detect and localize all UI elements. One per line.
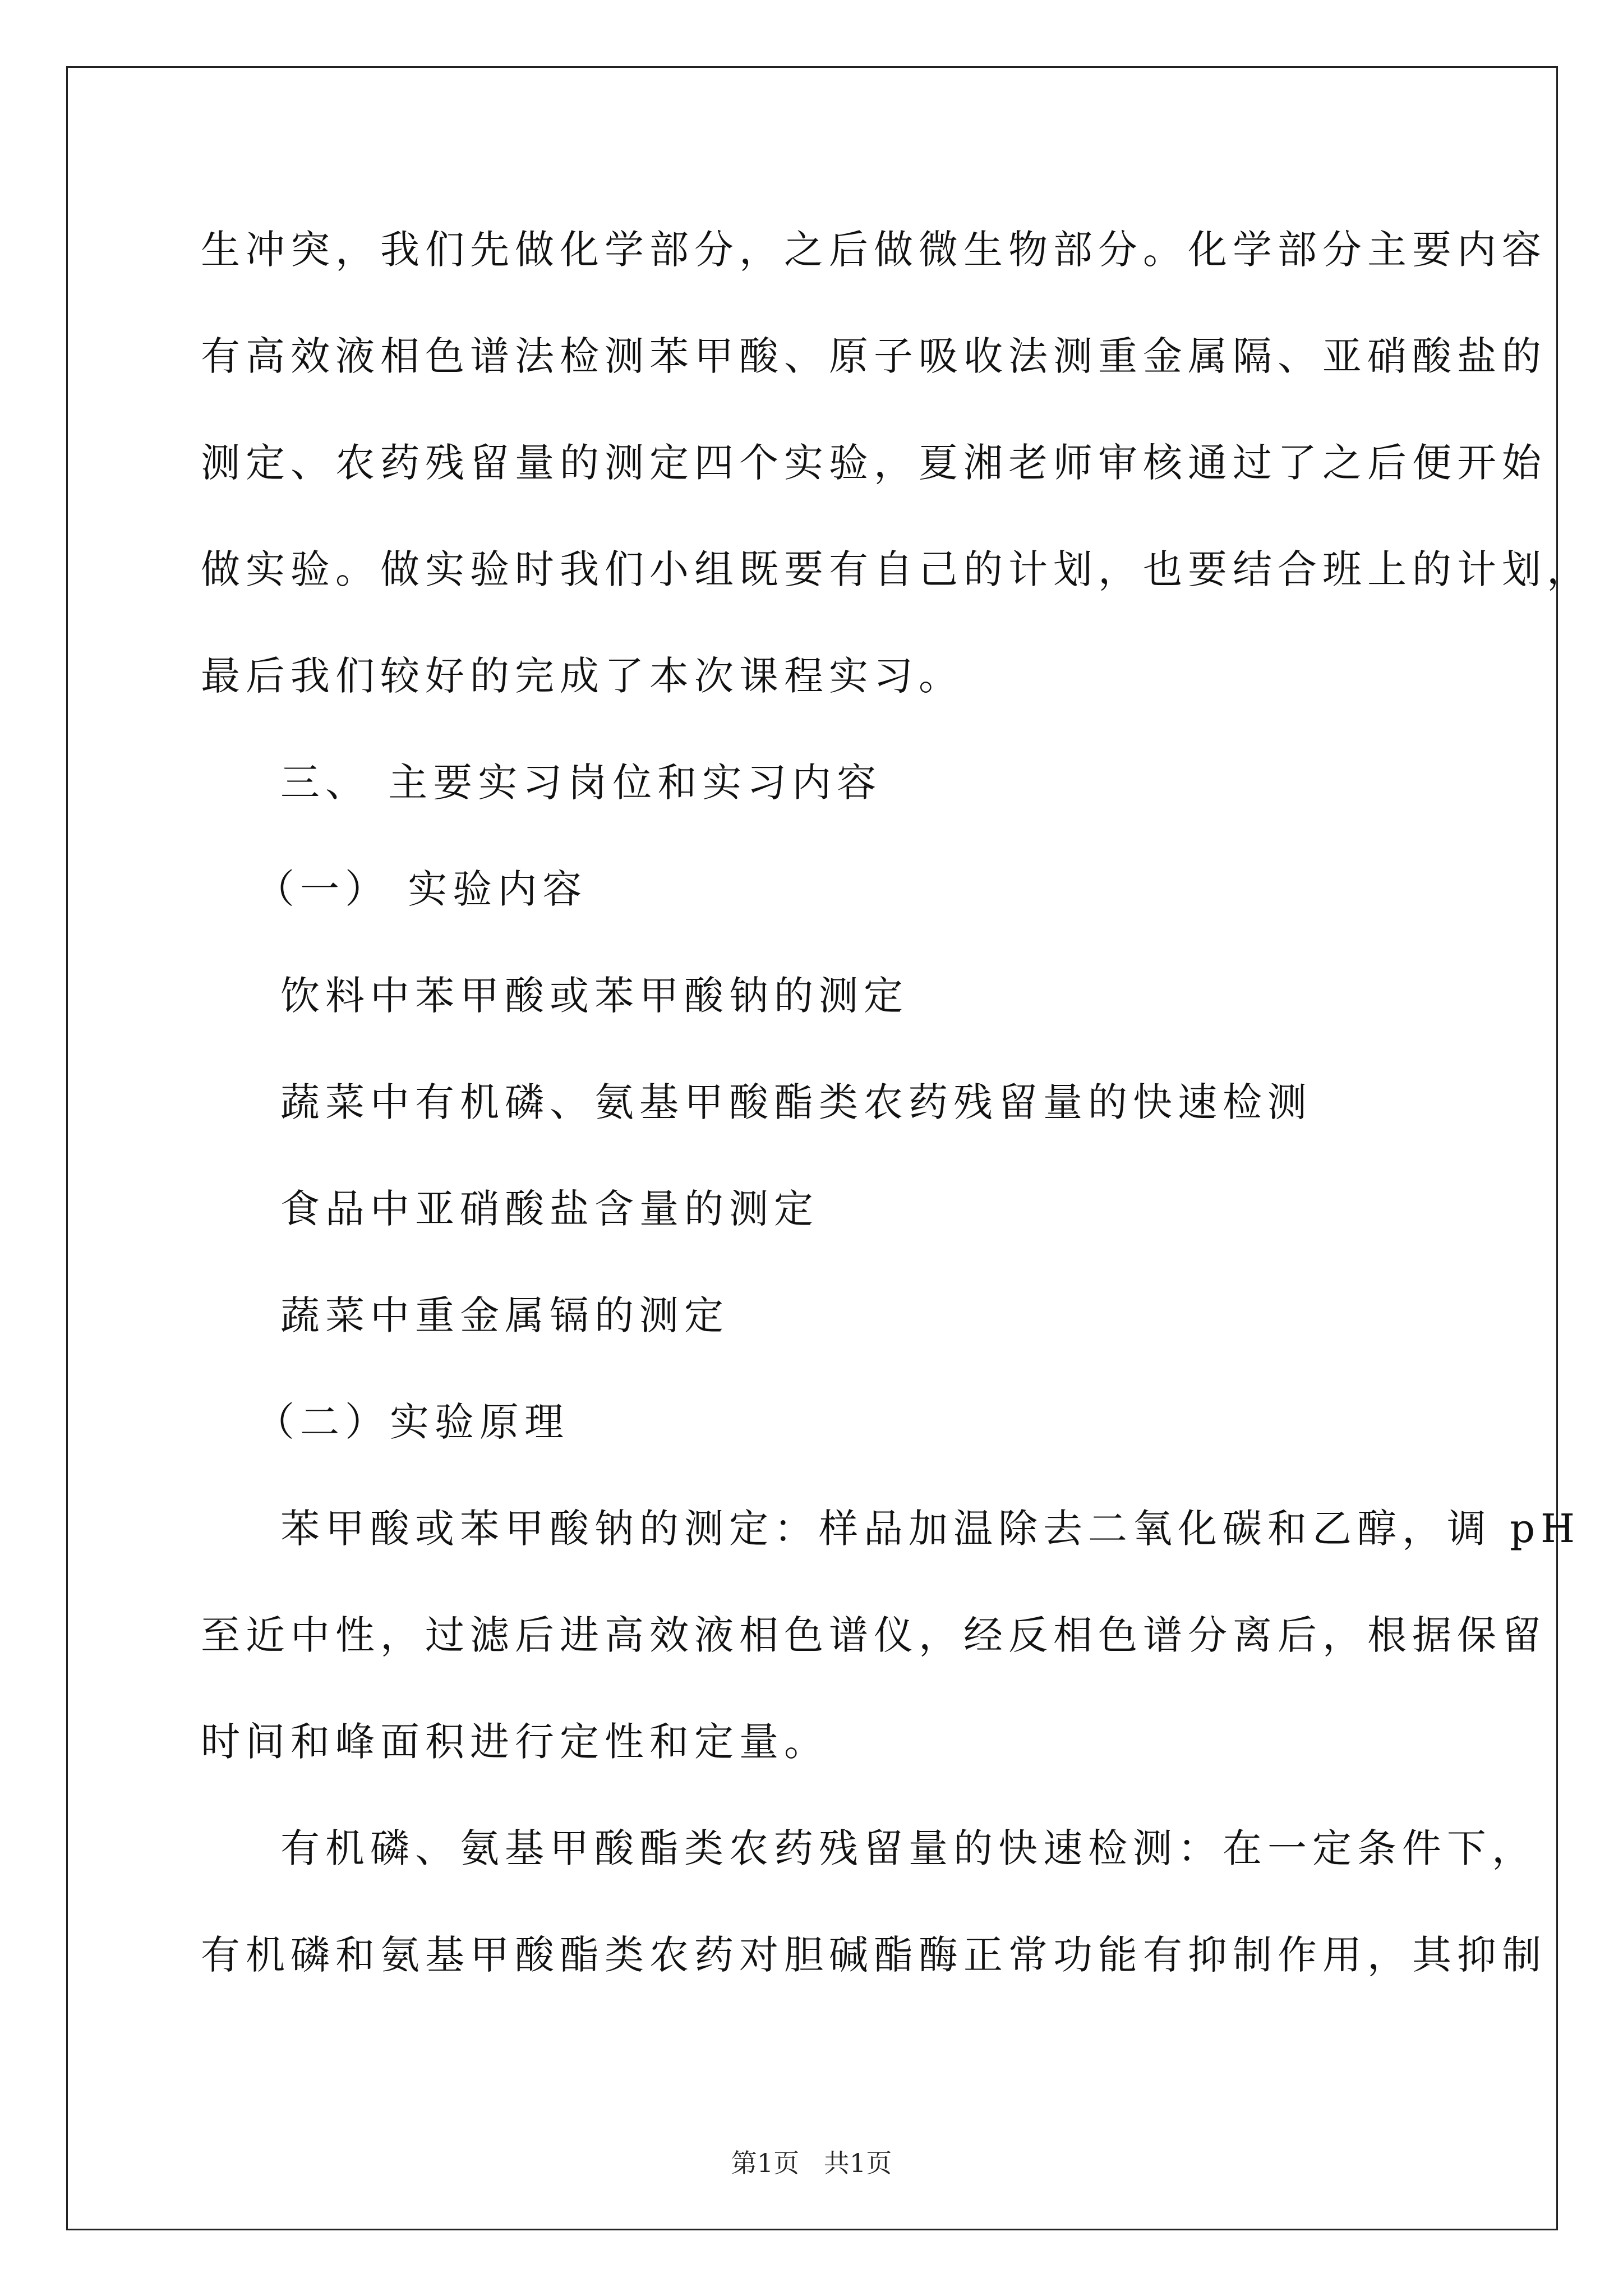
list-item: 饮料中苯甲酸或苯甲酸钠的测定 [280, 973, 909, 1019]
section-heading: 三、 主要实习岗位和实习内容 [280, 760, 882, 806]
paragraph-line: 有机磷和氨基甲酸酯类农药对胆碱酯酶正常功能有抑制作用，其抑制 [201, 1932, 1547, 1978]
paragraph-line: 时间和峰面积进行定性和定量。 [201, 1719, 829, 1765]
subsection-heading: （一） 实验内容 [255, 866, 588, 912]
paragraph-line: 苯甲酸或苯甲酸钠的测定：样品加温除去二氧化碳和乙醇，调 pH [280, 1506, 1581, 1552]
page-footer: 第1页 共1页 [731, 2148, 892, 2178]
paragraph-line: 有高效液相色谱法检测苯甲酸、原子吸收法测重金属隔、亚硝酸盐的 [201, 333, 1547, 379]
list-item: 蔬菜中重金属镉的测定 [280, 1292, 729, 1338]
paragraph-line: 做实验。做实验时我们小组既要有自己的计划，也要结合班上的计划， [201, 546, 1592, 592]
paragraph-line: 最后我们较好的完成了本次课程实习。 [201, 653, 963, 699]
paragraph-line: 至近中性，过滤后进高效液相色谱仪，经反相色谱分离后，根据保留 [201, 1612, 1547, 1658]
paragraph-line: 测定、农药残留量的测定四个实验，夏湘老师审核通过了之后便开始 [201, 440, 1547, 486]
paragraph-line: 生冲突，我们先做化学部分，之后做微生物部分。化学部分主要内容 [201, 227, 1547, 273]
list-item: 蔬菜中有机磷、氨基甲酸酯类农药残留量的快速检测 [280, 1079, 1312, 1125]
list-item: 食品中亚硝酸盐含量的测定 [280, 1186, 819, 1232]
page-border [66, 66, 1558, 2230]
subsection-heading: （二）实验原理 [255, 1399, 569, 1445]
paragraph-line: 有机磷、氨基甲酸酯类农药残留量的快速检测：在一定条件下， [280, 1825, 1537, 1871]
